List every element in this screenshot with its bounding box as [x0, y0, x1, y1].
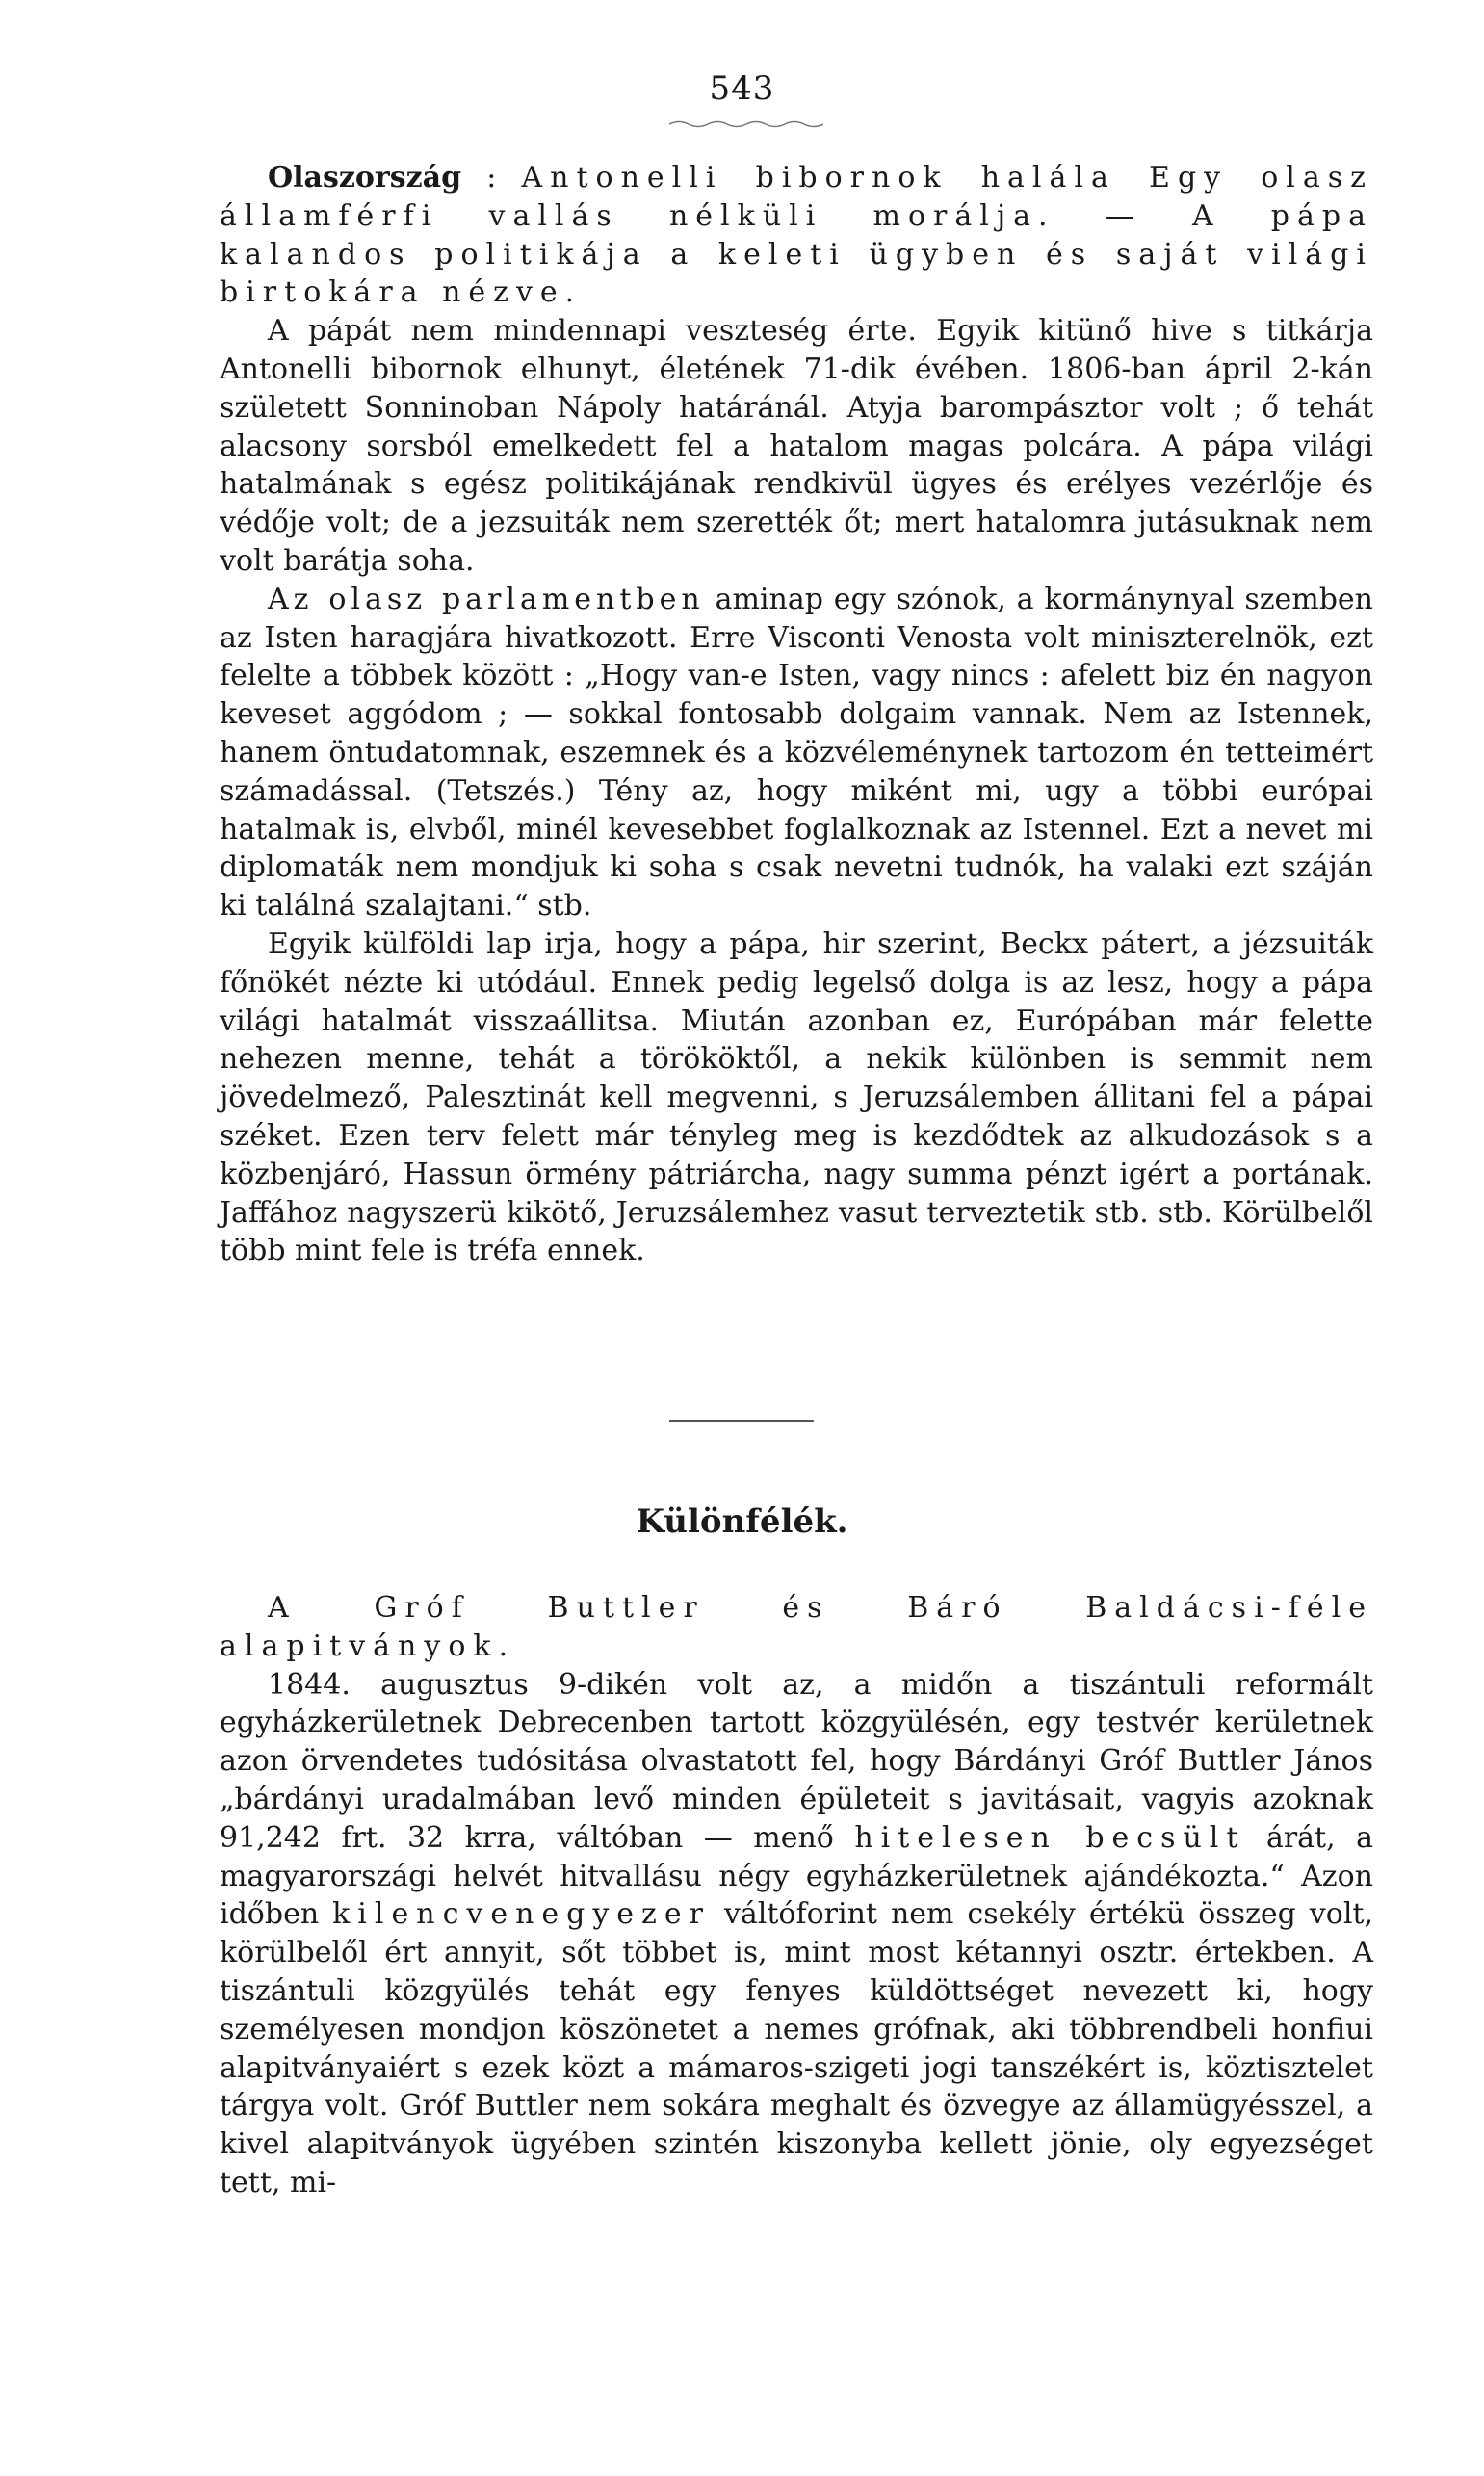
parliament-text: aminap egy szónok, a kormánynyal szemben az Isten haragjára hivatkozott. Erre Visconti Venosta volt miniszterelnök, ezt felelte a többek között : „Hogy van-e Isten, vagy nincs : afelett biz én nagyon keveset aggódom ; — sokkal fontosabb dolgaim vannak. Nem az Istennek, hanem öntudatomnak, eszemnek és a közvéleménynek tartozom én tetteimért számadással. (Tetszés.) Tény az, hogy miként mi, ugy a többi európai hatalmak is, elvből, minél kevesebbet foglalkoznak az Istennel. Ezt a nevet mi diplomaták nem mondjuk ki soha s csak nevetni tudnók, ha valaki ezt száján ki találná szalajtani.“ stb.: [220, 582, 1373, 924]
title-separator: :: [461, 161, 522, 195]
paragraph-palestine: Egyik külföldi lap irja, hogy a pápa, hir szerint, Beckx pátert, a jézsuiták főnökét nézte ki utódául. Ennek pedig legelső dolga is az lesz, hogy a pápa világi hatalmát visszaállitsa. Miután azonban ez, Európában már felette nehezen menne, tehát a törököktől, a nekik különben is semmit nem jövedelmező, Palesztinát kell megvenni, s Jeruzsálemben állitani fel a pápai széket. Ezen terv felett már tényleg meg is kezdődtek az alkudozások s a közbenjáró, Hassun örmény pátriárcha, nagy summa pénzt igért a portának. Jaffához nagyszerü kikötő, Jeruzsálemhez vasut terveztetik stb. stb. Körülbelől több mint fele is tréfa ennek.: [220, 926, 1373, 1268]
buttler-spaced-1: hitelesen becsült: [854, 1820, 1246, 1855]
buttler-text-c: váltóforint nem csekély értékü összeg volt, körülbelől ért annyit, sőt többet is, mint most kétannyi osztr. értekben. A tiszántuli közgyülés tehát egy fenyes küldöttséget nevezett ki, hogy személyesen mondjon köszönetet a nemes grófnak, aki többrendbeli honfiui alapitványaiért s ezek közt a mámaros-szigeti jogi tanszékért is, köztisztelet tárgya volt. Gróf Buttler nem sokára meghalt és özvegye az államügyésszel, a kivel alapitványok ügyében szintén kiszonyba kellett jönie, oly egyezséget tett, mi-: [220, 1897, 1373, 2200]
section-politics: [220, 159, 1373, 1270]
section-divider: [669, 1420, 814, 1422]
section-title-country: Olaszország: [268, 161, 462, 195]
buttler-text-a: 1844. augusztus 9-dikén volt az, a midőn a tiszántuli reformált egyházkerületnek Debrecenben tartott közgyülésén, egy testvér kerületnek azon örvendetes tudósitása olvastatott fel, hogy Bárdányi Gróf Buttler János „bárdányi uradalmában levő minden épületeit s javitásait, vagyis azoknak 91,242 frt. 32 krra, váltóban — menő: [220, 1667, 1373, 1855]
page-number: 543: [709, 69, 775, 108]
paragraph-antonelli: A pápát nem mindennapi veszteség érte. Egyik kitünő hive s titkárja Antonelli bibornok elhunyt, életének 71-dik évében. 1806-ban ápril 2-kán született Sonninoban Nápoly határánál. Atyja barompásztor volt ; ő tehát alacsony sorsból emelkedett fel a hatalom magas polcára. A pápa világi hatalmának s egész politikájának rendkivül ügyes és erélyes vezérlője és védője volt; de a jezsuiták nem szerették őt; mert hatalomra jutásuknak nem volt barátja soha.: [220, 314, 1373, 578]
section-title-topics: Antonelli bibornok halála Egy olasz államférfi vallás nélküli morálja. — A pápa kalandos politikája a keleti ügyben és saját világi birtokára nézve.: [220, 161, 1373, 310]
buttler-text-b: árát, a magyarországi helvét hitvallásu négy egyházkerületnek ajándékozta.“ Azon időben: [220, 1820, 1373, 1932]
section-foundations: [220, 1589, 1373, 2202]
section-heading-kulonfelek: Különfélék.: [636, 1502, 848, 1541]
ornament-line: [669, 119, 823, 129]
paragraph-parliament: [220, 581, 1373, 925]
foundation-subtitle: A Gróf Buttler és Báró Baldácsi-féle alapitványok.: [220, 1591, 1373, 1663]
parliament-spaced: Az olasz parlamentben: [268, 582, 705, 616]
buttler-spaced-2: kilencvenegyezer: [332, 1897, 711, 1932]
section-title: [220, 159, 1373, 312]
paragraph-buttler: [220, 1666, 1373, 2202]
